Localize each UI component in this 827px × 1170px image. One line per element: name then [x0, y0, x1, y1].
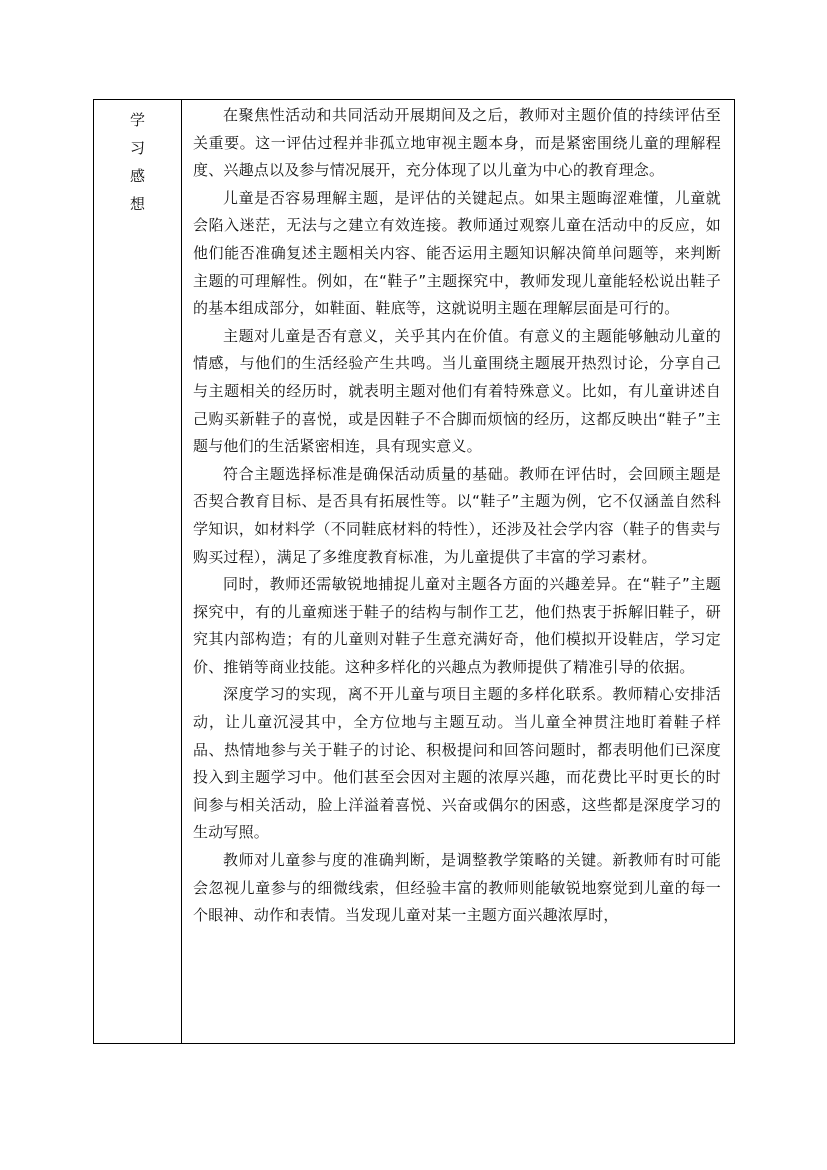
section-label-char: 习: [129, 139, 145, 157]
section-label-char: 想: [129, 195, 145, 213]
reflection-content-cell: [182, 100, 734, 1043]
section-label-char: 感: [129, 167, 145, 185]
section-label-char: 学: [129, 111, 145, 129]
section-label-cell: [94, 100, 182, 1043]
paragraph-deep-learning: 深度学习的实现，离不开儿童与项目主题的多样化联系。教师精心安排活动，让儿童沉浸其中，全方位地与主题互动。当儿童全神贯注地盯着鞋子样品、热情地参与关于鞋子的讨论、积极提问和回答问题时，都表明他们已深度投入到主题学习中。他们甚至会因对主题的浓厚兴趣，而花费比平时更长的时间参与相关活动，脸上洋溢着喜悦、兴奋或偶尔的困惑，这些都是深度学习的生动写照。: [193, 685, 721, 842]
paragraph-engagement-judgement: 教师对儿童参与度的准确判断，是调整教学策略的关键。新教师有时可能会忽视儿童参与的细微线索，但经验丰富的教师则能敏锐地察觉到儿童的每一个眼神、动作和表情。当发现儿童对某一主题方面兴趣浓厚时，: [193, 851, 721, 925]
paragraph-selection-criteria: 符合主题选择标准是确保活动质量的基础。教师在评估时，会回顾主题是否契合教育目标、是否具有拓展性等。以“鞋子”主题为例，它不仅涵盖自然科学知识，如材料学（不同鞋底材料的特性），还涉及社会学内容（鞋子的售卖与购买过程），满足了多维度教育标准，为儿童提供了丰富的学习素材。: [193, 464, 721, 566]
paragraph-comprehensibility: 儿童是否容易理解主题，是评估的关键起点。如果主题晦涩难懂，儿童就会陷入迷茫，无法与之建立有效连接。教师通过观察儿童在活动中的反应，如他们能否准确复述主题相关内容、能否运用主题知识解决简单问题等，来判断主题的可理解性。例如，在“鞋子”主题探究中，教师发现儿童能轻松说出鞋子的基本组成部分，如鞋面、鞋底等，这就说明主题在理解层面是可行的。: [193, 188, 721, 318]
reflection-table: [93, 99, 735, 1044]
paragraph-interest-differences: 同时，教师还需敏锐地捕捉儿童对主题各方面的兴趣差异。在“鞋子”主题探究中，有的儿童痴迷于鞋子的结构与制作工艺，他们热衷于拆解旧鞋子，研究其内部构造；有的儿童则对鞋子生意充满好奇，他们模拟开设鞋店，学习定价、推销等商业技能。这种多样化的兴趣点为教师提供了精准引导的依据。: [193, 575, 721, 676]
paragraph-meaningfulness: 主题对儿童是否有意义，关乎其内在价值。有意义的主题能够触动儿童的情感，与他们的生活经验产生共鸣。当儿童围绕主题展开热烈讨论，分享自己与主题相关的经历时，就表明主题对他们有着特殊意义。比如，有儿童讲述自己购买新鞋子的喜悦，或是因鞋子不合脚而烦恼的经历，这都反映出“鞋子”主题与他们的生活紧密相连，具有现实意义。: [193, 326, 721, 456]
paragraph-intro: 在聚焦性活动和共同活动开展期间及之后，教师对主题价值的持续评估至关重要。这一评估过程并非孤立地审视主题本身，而是紧密围绕儿童的理解程度、兴趣点以及参与情况展开，充分体现了以儿童为中心的教育理念。: [193, 106, 721, 180]
